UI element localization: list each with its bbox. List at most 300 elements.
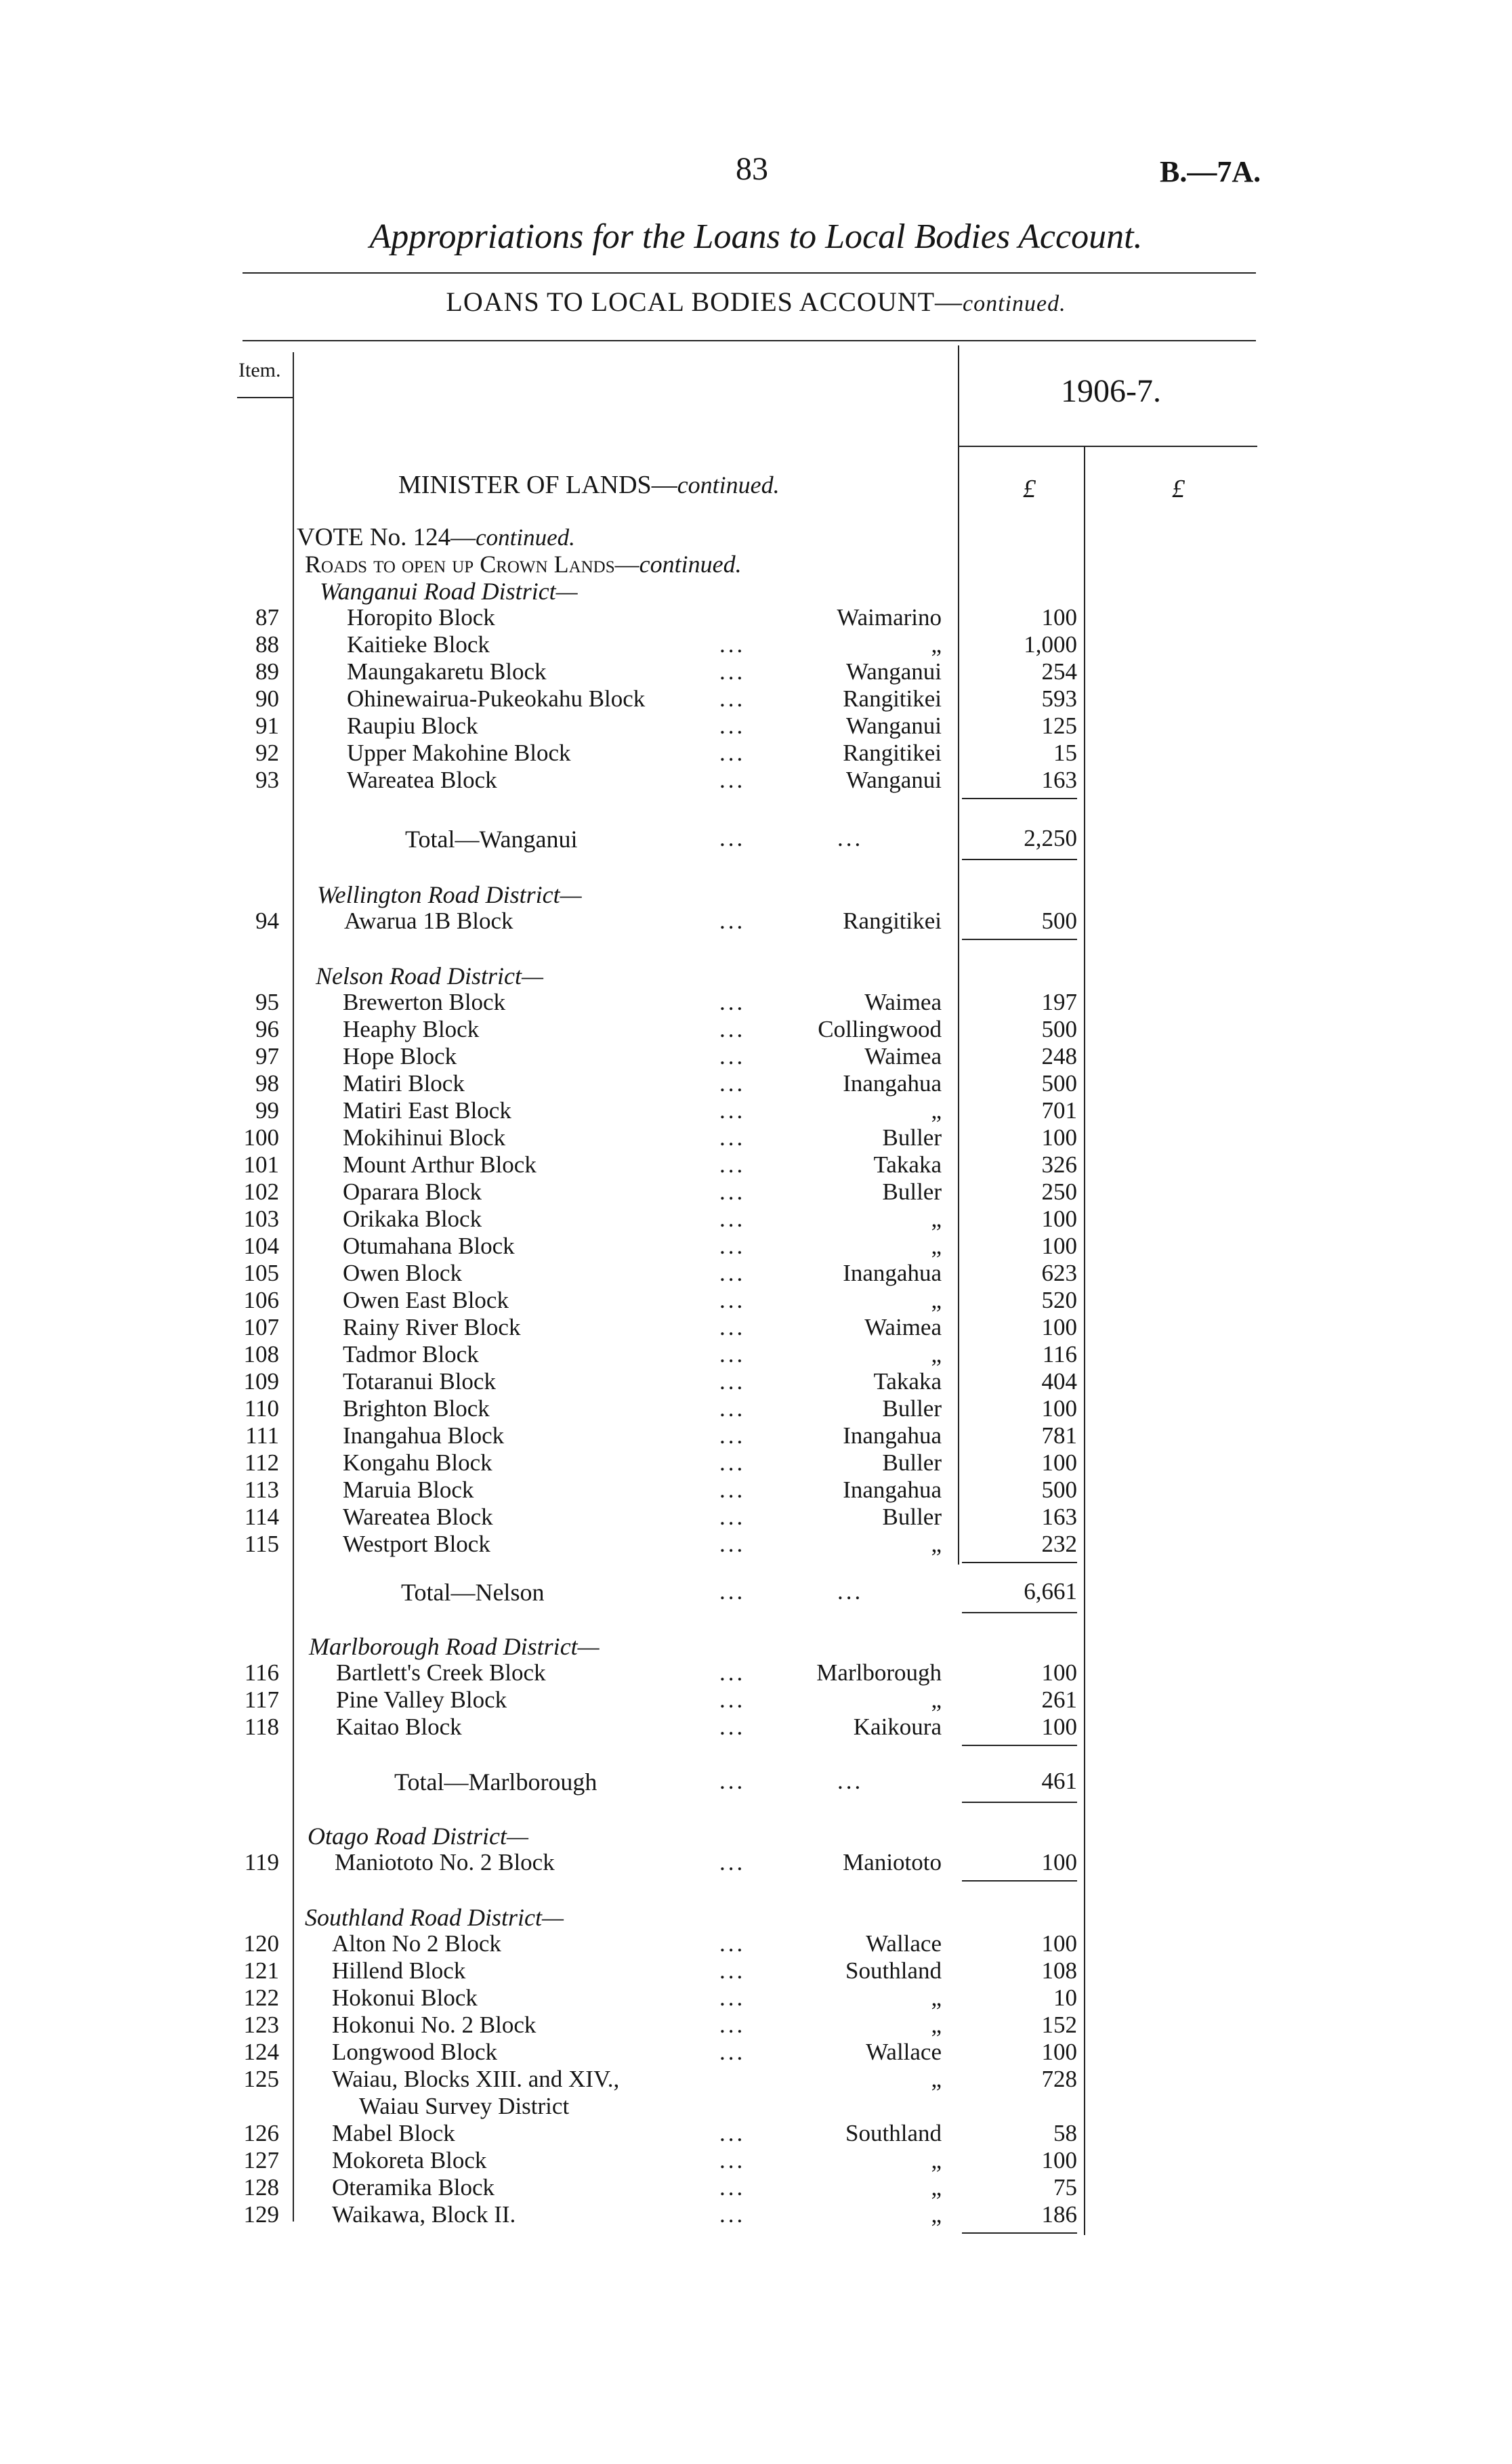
table-row (0, 1097, 1512, 1124)
table-row (0, 1686, 1512, 1714)
table-row (0, 908, 1512, 935)
amount: 1,000 (1024, 631, 1077, 658)
leader-dots: ... (719, 1422, 746, 1449)
item-number: 120 (243, 1930, 279, 1957)
district-place: „ (931, 2066, 942, 2092)
title-rule (243, 272, 1256, 274)
subtitle-main: LOANS TO LOCAL BODIES ACCOUNT— (446, 286, 963, 317)
district-place: Inangahua (843, 1477, 942, 1503)
item-number: 87 (255, 604, 279, 631)
amount: 623 (1041, 1260, 1077, 1286)
subtotal-rule (962, 859, 1077, 860)
leader-dots: ... (719, 1849, 746, 1875)
roads-heading (305, 550, 742, 578)
year-header-rule (959, 446, 1257, 447)
district-place: Rangitikei (843, 740, 942, 766)
item-number: 100 (243, 1124, 279, 1151)
leader-dots: ... (719, 1260, 746, 1286)
table-row (0, 2174, 1512, 2201)
block-name: Raupiu Block (347, 713, 478, 739)
leader-dots: ... (719, 1714, 746, 1740)
block-name: Oteramika Block (332, 2174, 495, 2201)
block-name: Brighton Block (343, 1395, 490, 1422)
leader-dots: ... (719, 1043, 746, 1069)
item-number: 99 (255, 1097, 279, 1124)
leader-dots: ... (719, 1957, 746, 1984)
block-name: Bartlett's Creek Block (336, 1659, 546, 1686)
block-name: Tadmor Block (343, 1341, 479, 1367)
table-row (0, 1206, 1512, 1233)
district-heading: Marlborough Road District— (309, 1633, 600, 1660)
block-name: Owen East Block (343, 1287, 509, 1313)
block-name: Hope Block (343, 1043, 457, 1069)
block-name: Oparara Block (343, 1178, 482, 1205)
leader-dots: ... (719, 1686, 746, 1713)
item-number: 97 (255, 1043, 279, 1069)
table-row (0, 740, 1512, 767)
district-place: Wanganui (845, 767, 942, 793)
amount: 728 (1041, 2066, 1077, 2092)
block-name: Otumahana Block (343, 1233, 515, 1259)
item-header-rule (237, 397, 293, 398)
block-name: Ohinewairua-Pukeokahu Block (347, 685, 646, 712)
district-place: „ (931, 1097, 942, 1124)
district-heading: Southland Road District— (305, 1904, 564, 1931)
block-name: Matiri East Block (343, 1097, 511, 1124)
district-place: „ (931, 1341, 942, 1367)
item-number: 123 (243, 2012, 279, 2038)
leader-dots: ... (719, 1768, 746, 1794)
table-row (0, 1504, 1512, 1531)
amount: 100 (1041, 1714, 1077, 1740)
table-row (0, 1287, 1512, 1314)
subtitle-rule (243, 340, 1256, 341)
district-place: „ (931, 1287, 942, 1313)
block-name: Mokihinui Block (343, 1124, 506, 1151)
amount: 500 (1041, 908, 1077, 934)
minister-main: MINISTER OF LANDS— (398, 471, 677, 499)
leader-dots: ... (719, 1368, 746, 1395)
leader-dots: ... (719, 2012, 746, 2038)
district-place: Waimea (864, 989, 942, 1015)
amount: 520 (1041, 1287, 1077, 1313)
amount: 163 (1041, 1504, 1077, 1530)
block-name: Pine Valley Block (336, 1686, 507, 1713)
leader-dots: ... (719, 2120, 746, 2146)
leader-dots: ... (719, 1395, 746, 1422)
subtotal-rule (962, 1562, 1077, 1563)
item-number: 129 (243, 2201, 279, 2228)
block-name: Mount Arthur Block (343, 1151, 537, 1178)
district-place: Buller (882, 1178, 942, 1205)
item-number: 121 (243, 1957, 279, 1984)
amount: 100 (1041, 1395, 1077, 1422)
item-number: 115 (244, 1531, 279, 1557)
amount: 100 (1041, 2147, 1077, 2173)
amount: 58 (1053, 2120, 1077, 2146)
district-total-amount: 2,250 (1024, 825, 1077, 851)
district-place: Buller (882, 1124, 942, 1151)
block-name: Wareatea Block (347, 767, 497, 793)
document-reference: B.—7A. (1160, 155, 1261, 188)
item-number: 105 (243, 1260, 279, 1286)
table-row (0, 1368, 1512, 1395)
table-row (0, 1151, 1512, 1178)
leader-dots: ... (719, 1578, 746, 1605)
item-number: 116 (244, 1659, 279, 1686)
item-number: 98 (255, 1070, 279, 1097)
roads-main: Roads to open up Crown Lands— (305, 551, 639, 578)
district-heading: Wanganui Road District— (320, 578, 578, 605)
table-row (0, 1395, 1512, 1422)
item-number: 113 (244, 1477, 279, 1503)
vote-continued: continued. (476, 524, 575, 551)
item-number: 101 (243, 1151, 279, 1178)
district-place: Rangitikei (843, 685, 942, 712)
item-number: 88 (255, 631, 279, 658)
leader-dots: ... (719, 1659, 746, 1686)
table-row (0, 1449, 1512, 1477)
item-number: 92 (255, 740, 279, 766)
minister-continued: continued. (677, 471, 780, 498)
amount: 186 (1041, 2201, 1077, 2228)
table-row (0, 604, 1512, 631)
item-number: 119 (244, 1849, 279, 1875)
block-name: Hokonui Block (332, 1984, 478, 2011)
leader-dots: ... (719, 1070, 746, 1097)
table-row (0, 2147, 1512, 2174)
subtotal-rule (962, 1802, 1077, 1803)
district-heading: Wellington Road District— (317, 881, 582, 908)
district-place: Buller (882, 1504, 942, 1530)
table-row (0, 2066, 1512, 2119)
table-row (0, 989, 1512, 1016)
amount: 232 (1041, 1531, 1077, 1557)
amount: 100 (1041, 1930, 1077, 1957)
block-name: Hillend Block (332, 1957, 466, 1984)
subtotal-rule (962, 2232, 1077, 2234)
subtotal-rule (962, 798, 1077, 799)
table-row (0, 767, 1512, 794)
district-place: „ (931, 2012, 942, 2038)
item-number: 90 (255, 685, 279, 712)
table-row (0, 1070, 1512, 1097)
district-heading: Nelson Road District— (316, 962, 544, 990)
district-place: Wallace (866, 2039, 942, 2065)
leader-dots: ... (719, 2039, 746, 2065)
item-number: 103 (243, 1206, 279, 1232)
subtotal-rule (962, 1612, 1077, 1613)
block-name: Awarua 1B Block (344, 908, 513, 934)
block-name: Matiri Block (343, 1070, 465, 1097)
table-row (0, 1178, 1512, 1206)
item-number: 91 (255, 713, 279, 739)
item-number: 107 (243, 1314, 279, 1340)
block-name: Longwood Block (332, 2039, 498, 2065)
amount: 100 (1041, 1233, 1077, 1259)
leader-dots: ... (719, 1984, 746, 2011)
amount: 15 (1053, 740, 1077, 766)
pound-sign-column-b: £ (1172, 475, 1185, 503)
item-column-header: Item. (238, 359, 281, 381)
leader-dots: ... (719, 1314, 746, 1340)
amount: 781 (1041, 1422, 1077, 1449)
item-number: 118 (244, 1714, 279, 1740)
leader-dots: ... (837, 825, 864, 851)
amount: 248 (1041, 1043, 1077, 1069)
table-row (0, 2201, 1512, 2228)
district-place: „ (931, 1984, 942, 2011)
subtitle-continued: continued. (963, 291, 1066, 316)
district-total-label: Total—Wanganui (405, 826, 578, 853)
item-number: 127 (243, 2147, 279, 2173)
item-number: 110 (244, 1395, 279, 1422)
table-row (0, 1341, 1512, 1368)
leader-dots: ... (719, 685, 746, 712)
item-number: 106 (243, 1287, 279, 1313)
amount: 125 (1041, 713, 1077, 739)
district-place: Southland (845, 1957, 942, 1984)
item-number: 112 (244, 1449, 279, 1476)
block-name: Inangahua Block (343, 1422, 505, 1449)
block-name: Upper Makohine Block (347, 740, 571, 766)
table-row (0, 1043, 1512, 1070)
table-row (0, 1849, 1512, 1876)
table-row (0, 1260, 1512, 1287)
table-row (0, 1714, 1512, 1741)
table-row (0, 2039, 1512, 2066)
district-total-label: Total—Nelson (401, 1579, 545, 1606)
district-place: Maniototo (843, 1849, 942, 1875)
pound-sign-column-a: £ (1023, 475, 1036, 503)
item-number: 117 (244, 1686, 279, 1713)
district-place: Inangahua (843, 1260, 942, 1286)
district-place: Inangahua (843, 1422, 942, 1449)
leader-dots: ... (719, 2201, 746, 2228)
amount: 100 (1041, 1314, 1077, 1340)
leader-dots: ... (719, 658, 746, 685)
leader-dots: ... (719, 2174, 746, 2201)
year-column-header: 1906-7. (1061, 373, 1161, 409)
block-name: Maruia Block (343, 1477, 474, 1503)
block-name: Maungakaretu Block (347, 658, 547, 685)
leader-dots: ... (719, 1151, 746, 1178)
leader-dots: ... (719, 740, 746, 766)
block-name: Mokoreta Block (332, 2147, 487, 2173)
block-name: Waikawa, Block II. (332, 2201, 516, 2228)
block-name: Alton No 2 Block (332, 1930, 501, 1957)
leader-dots: ... (719, 1016, 746, 1042)
block-name: Kaitieke Block (347, 631, 490, 658)
amount: 100 (1041, 604, 1077, 631)
item-number: 111 (245, 1422, 279, 1449)
district-place: Wanganui (845, 713, 942, 739)
leader-dots: ... (837, 1768, 864, 1794)
leader-dots: ... (719, 1930, 746, 1957)
amount: 254 (1041, 658, 1077, 685)
leader-dots: ... (719, 825, 746, 851)
table-row (0, 1016, 1512, 1043)
amount: 500 (1041, 1477, 1077, 1503)
item-number: 94 (255, 908, 279, 934)
item-number: 109 (243, 1368, 279, 1395)
leader-dots: ... (719, 1449, 746, 1476)
district-place: Inangahua (843, 1070, 942, 1097)
district-place: „ (931, 631, 942, 658)
item-number: 124 (243, 2039, 279, 2065)
block-name: Hokonui No. 2 Block (332, 2012, 537, 2038)
district-place: Waimea (864, 1043, 942, 1069)
item-number: 108 (243, 1341, 279, 1367)
item-number: 102 (243, 1178, 279, 1205)
leader-dots: ... (719, 1233, 746, 1259)
block-name: Totaranui Block (343, 1368, 496, 1395)
table-row (0, 631, 1512, 658)
amount: 701 (1041, 1097, 1077, 1124)
amount: 500 (1041, 1016, 1077, 1042)
table-row (0, 2012, 1512, 2039)
leader-dots: ... (837, 1578, 864, 1605)
leader-dots: ... (719, 908, 746, 934)
amount: 326 (1041, 1151, 1077, 1178)
block-name: Westport Block (343, 1531, 490, 1557)
district-place: Waimea (864, 1314, 942, 1340)
table-row (0, 1314, 1512, 1341)
vote-main: VOTE No. 124— (297, 524, 476, 551)
item-number: 104 (243, 1233, 279, 1259)
table-row (0, 713, 1512, 740)
leader-dots: ... (719, 767, 746, 793)
block-name: Kongahu Block (343, 1449, 492, 1476)
leader-dots: ... (719, 1341, 746, 1367)
district-place: Takaka (873, 1151, 942, 1178)
item-number: 114 (244, 1504, 279, 1530)
item-number: 125 (243, 2066, 279, 2092)
item-number: 126 (243, 2120, 279, 2146)
leader-dots: ... (719, 1531, 746, 1557)
item-number: 89 (255, 658, 279, 685)
leader-dots: ... (719, 713, 746, 739)
amount: 404 (1041, 1368, 1077, 1395)
district-place: „ (931, 1686, 942, 1713)
table-row (0, 1930, 1512, 1957)
table-row (0, 1984, 1512, 2012)
block-name: Mabel Block (332, 2120, 455, 2146)
page-number: 83 (736, 151, 768, 187)
district-place: Waimarino (837, 604, 942, 631)
amount: 152 (1041, 2012, 1077, 2038)
district-place: „ (931, 2201, 942, 2228)
amount: 100 (1041, 1449, 1077, 1476)
district-place: Marlborough (816, 1659, 942, 1686)
block-name: Wareatea Block (343, 1504, 493, 1530)
block-name: Rainy River Block (343, 1314, 521, 1340)
district-place: Collingwood (818, 1016, 942, 1042)
district-heading: Otago Road District— (308, 1823, 529, 1850)
subtotal-rule (962, 1880, 1077, 1882)
leader-dots: ... (719, 1206, 746, 1232)
block-name: Brewerton Block (343, 989, 506, 1015)
page-title: Appropriations for the Loans to Local Bodies Account. (369, 217, 1143, 256)
amount: 100 (1041, 1849, 1077, 1875)
amount: 261 (1041, 1686, 1077, 1713)
leader-dots: ... (719, 2147, 746, 2173)
minister-heading (398, 470, 780, 500)
block-name-continued: Waiau Survey District (359, 2093, 570, 2119)
item-number: 122 (243, 1984, 279, 2011)
subtotal-rule (962, 939, 1077, 940)
table-row (0, 1531, 1512, 1558)
amount: 197 (1041, 989, 1077, 1015)
leader-dots: ... (719, 1097, 746, 1124)
block-name: Horopito Block (347, 604, 495, 631)
amount: 593 (1041, 685, 1077, 712)
district-place: Wallace (866, 1930, 942, 1957)
district-total-label: Total—Marlborough (394, 1768, 597, 1796)
vote-heading (297, 523, 575, 552)
district-place: „ (931, 1233, 942, 1259)
district-place: Kaikoura (853, 1714, 942, 1740)
roads-continued: continued. (639, 551, 742, 578)
amount: 250 (1041, 1178, 1077, 1205)
district-place: „ (931, 1531, 942, 1557)
leader-dots: ... (719, 1178, 746, 1205)
amount: 100 (1041, 1659, 1077, 1686)
table-row (0, 1233, 1512, 1260)
item-number: 128 (243, 2174, 279, 2201)
block-name: Waiau, Blocks XIII. and XIV., (332, 2066, 620, 2092)
leader-dots: ... (719, 989, 746, 1015)
leader-dots: ... (719, 1287, 746, 1313)
block-name: Kaitao Block (336, 1714, 462, 1740)
table-row (0, 2120, 1512, 2147)
block-name: Heaphy Block (343, 1016, 480, 1042)
amount: 116 (1042, 1341, 1077, 1367)
item-number: 93 (255, 767, 279, 793)
district-place: Buller (882, 1395, 942, 1422)
amount: 10 (1053, 1984, 1077, 2011)
leader-dots: ... (719, 1477, 746, 1503)
district-place: Buller (882, 1449, 942, 1476)
amount: 500 (1041, 1070, 1077, 1097)
leader-dots: ... (719, 1504, 746, 1530)
amount: 100 (1041, 2039, 1077, 2065)
district-place: Rangitikei (843, 908, 942, 934)
block-name: Orikaka Block (343, 1206, 482, 1232)
district-place: Wanganui (845, 658, 942, 685)
table-row (0, 1477, 1512, 1504)
block-name: Maniototo No. 2 Block (335, 1849, 555, 1875)
amount: 75 (1053, 2174, 1077, 2201)
amount: 100 (1041, 1124, 1077, 1151)
item-number: 96 (255, 1016, 279, 1042)
block-name: Owen Block (343, 1260, 462, 1286)
amount: 108 (1041, 1957, 1077, 1984)
district-place: „ (931, 2174, 942, 2201)
district-total-amount: 6,661 (1024, 1578, 1077, 1605)
leader-dots: ... (719, 1124, 746, 1151)
district-total-amount: 461 (1041, 1768, 1077, 1794)
table-row (0, 1124, 1512, 1151)
leader-dots: ... (719, 631, 746, 658)
table-row (0, 685, 1512, 713)
district-place: Takaka (873, 1368, 942, 1395)
account-subtitle (0, 286, 1512, 318)
table-row (0, 1422, 1512, 1449)
district-place: „ (931, 1206, 942, 1232)
district-place: Southland (845, 2120, 942, 2146)
item-number: 95 (255, 989, 279, 1015)
